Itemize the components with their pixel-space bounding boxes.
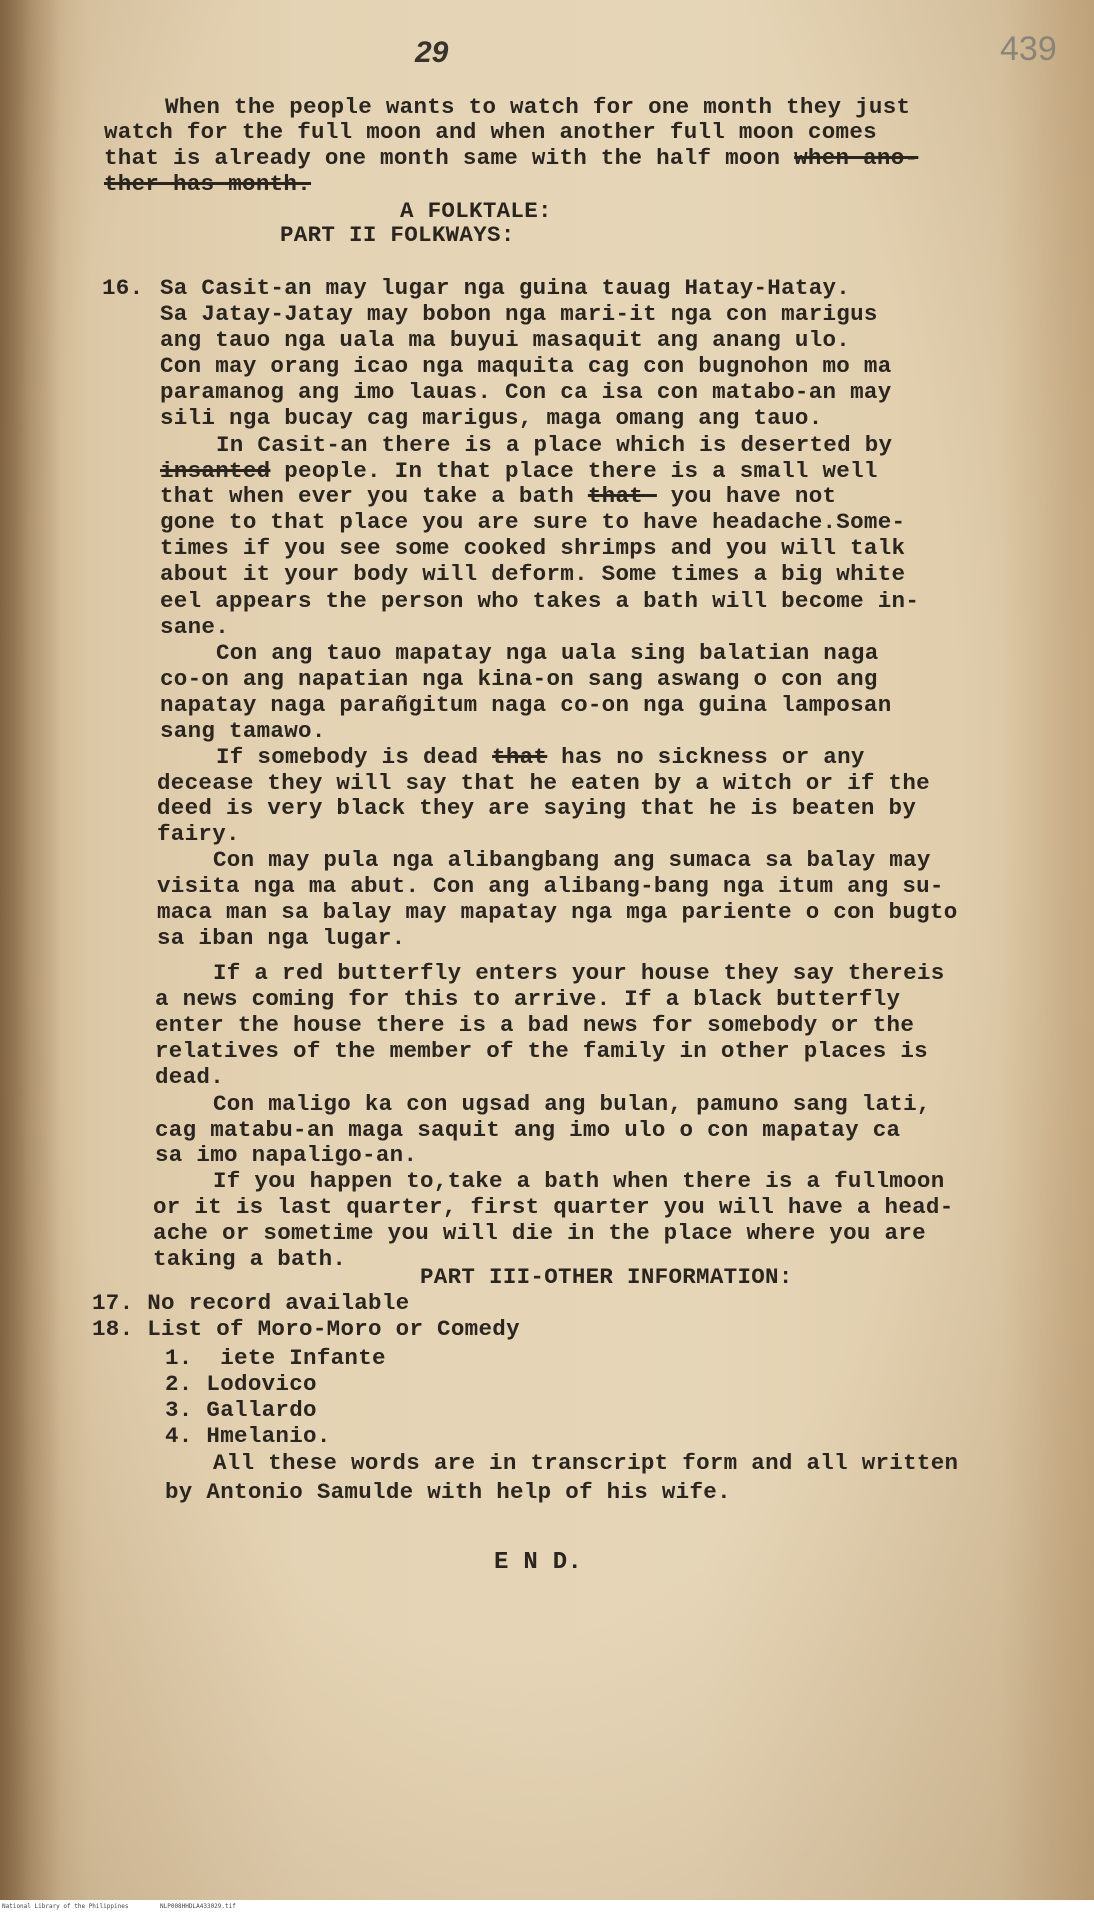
item-16-line-1: Sa Casit-an may lugar nga guina tauag Hatay-Hatay. <box>160 275 851 301</box>
footer-right: NLP008HHDLA433029.tif <box>160 1903 236 1910</box>
eng1-line-6: about it your body will deform. Some times a big white <box>160 561 906 587</box>
intro-line-2: watch for the full moon and when another full moon comes <box>104 119 877 145</box>
eng1-line-1: In Casit-an there is a place which is deserted by <box>216 432 893 458</box>
eng3-line-5: dead. <box>155 1064 225 1090</box>
list-item-1: 1. iete Infante <box>165 1345 386 1371</box>
item-16-number: 16. <box>102 275 144 301</box>
eng1-line-8: sane. <box>160 614 230 640</box>
eng2-line-4: fairy. <box>157 821 240 847</box>
hil4-line-3: sa imo napaligo-an. <box>155 1142 418 1168</box>
scan-footer <box>0 1900 1094 1916</box>
eng2-line-1 <box>216 744 865 770</box>
footer-left: National Library of the Philippines <box>2 1903 129 1910</box>
list-item-4: 4. Hmelanio. <box>165 1423 331 1449</box>
item-17: 17. No record available <box>92 1290 410 1316</box>
hil3-line-4: sa iban nga lugar. <box>157 925 406 951</box>
eng1-struck-that: that <box>587 483 657 509</box>
heading-folktale: A FOLKTALE: <box>400 198 552 224</box>
closing-line-2: by Antonio Samulde with help of his wife. <box>165 1479 731 1505</box>
page-number-right: 439 <box>1000 30 1057 68</box>
eng4-line-2: or it is last quarter, first quarter you will have a head- <box>153 1194 954 1220</box>
eng1-line-2-text: people. In that place there is a small well <box>270 458 878 484</box>
item-16-line-2: Sa Jatay-Jatay may bobon nga mari-it nga con marigus <box>160 301 878 327</box>
hil4-line-1: Con maligo ka con ugsad ang bulan, pamuno sang lati, <box>213 1091 931 1117</box>
eng1-line-2 <box>160 458 878 484</box>
eng4-line-3: ache or sometime you will die in the place where you are <box>153 1220 926 1246</box>
item-16-line-4: Con may orang icao nga maquita cag con bugnohon mo ma <box>160 353 892 379</box>
heading-part2: PART II FOLKWAYS: <box>280 222 515 248</box>
page-number-top: 29 <box>415 36 449 69</box>
eng2-struck-that: that <box>492 744 548 770</box>
intro-line-4: ther has month. <box>104 171 312 197</box>
eng2-line-1a: If somebody is dead <box>216 744 493 770</box>
eng2-line-2: decease they will say that he eaten by a witch or if the <box>157 770 930 796</box>
hil3-line-1: Con may pula nga alibangbang ang sumaca sa balay may <box>213 847 931 873</box>
intro-line-1: When the people wants to watch for one month they just <box>165 94 911 120</box>
eng4-line-4: taking a bath. <box>153 1246 347 1272</box>
hil4-line-2: cag matabu-an maga saquit ang imo ulo o con mapatay ca <box>155 1117 901 1143</box>
intro-line-3-text: that is already one month same with the half moon <box>104 145 795 171</box>
intro-line-3 <box>104 145 918 171</box>
eng1-line-5: times if you see some cooked shrimps and you will talk <box>160 535 906 561</box>
hil2-line-3: napatay naga parañgitum naga co-on nga guina lamposan <box>160 692 892 718</box>
item-16-line-5: paramanog ang imo lauas. Con ca isa con matabo-an may <box>160 379 892 405</box>
item-16-line-3: ang tauo nga uala ma buyui masaquit ang anang ulo. <box>160 327 851 353</box>
item-16-line-6: sili nga bucay cag marigus, maga omang ang tauo. <box>160 405 823 431</box>
eng3-line-2: a news coming for this to arrive. If a black butterfly <box>155 986 901 1012</box>
list-item-2: 2. Lodovico <box>165 1371 317 1397</box>
eng1-line-7: eel appears the person who takes a bath will become in- <box>160 588 920 614</box>
item-18: 18. List of Moro-Moro or Comedy <box>92 1316 520 1342</box>
hil2-line-2: co-on ang napatian nga kina-on sang aswang o con ang <box>160 666 878 692</box>
eng1-line-4: gone to that place you are sure to have headache.Some- <box>160 509 906 535</box>
closing-line-1: All these words are in transcript form and all written <box>213 1450 959 1476</box>
eng3-line-4: relatives of the member of the family in other places is <box>155 1038 928 1064</box>
hil3-line-2: visita nga ma abut. Con ang alibang-bang nga itum ang su- <box>157 873 944 899</box>
end-marker: E N D. <box>494 1549 583 1576</box>
eng2-line-3: deed is very black they are saying that he is beaten by <box>157 795 917 821</box>
eng1-line-3b: you have not <box>656 483 837 509</box>
eng1-line-3 <box>160 483 836 509</box>
eng1-line-3a: that when ever you take a bath <box>160 483 588 509</box>
hil2-line-4: sang tamawo. <box>160 718 326 744</box>
heading-part3: PART III-OTHER INFORMATION: <box>420 1264 793 1290</box>
eng3-line-1: If a red butterfly enters your house they say thereis <box>213 960 945 986</box>
intro-struck-text: when ano- <box>794 145 919 171</box>
eng3-line-3: enter the house there is a bad news for somebody or the <box>155 1012 915 1038</box>
eng2-line-1b: has no sickness or any <box>547 744 865 770</box>
eng4-line-1: If you happen to,take a bath when there is a fullmoon <box>213 1168 945 1194</box>
eng1-struck-word: insanted <box>160 458 271 484</box>
hil3-line-3: maca man sa balay may mapatay nga mga pariente o con bugto <box>157 899 958 925</box>
hil2-line-1: Con ang tauo mapatay nga uala sing balatian naga <box>216 640 879 666</box>
list-item-3: 3. Gallardo <box>165 1397 317 1423</box>
